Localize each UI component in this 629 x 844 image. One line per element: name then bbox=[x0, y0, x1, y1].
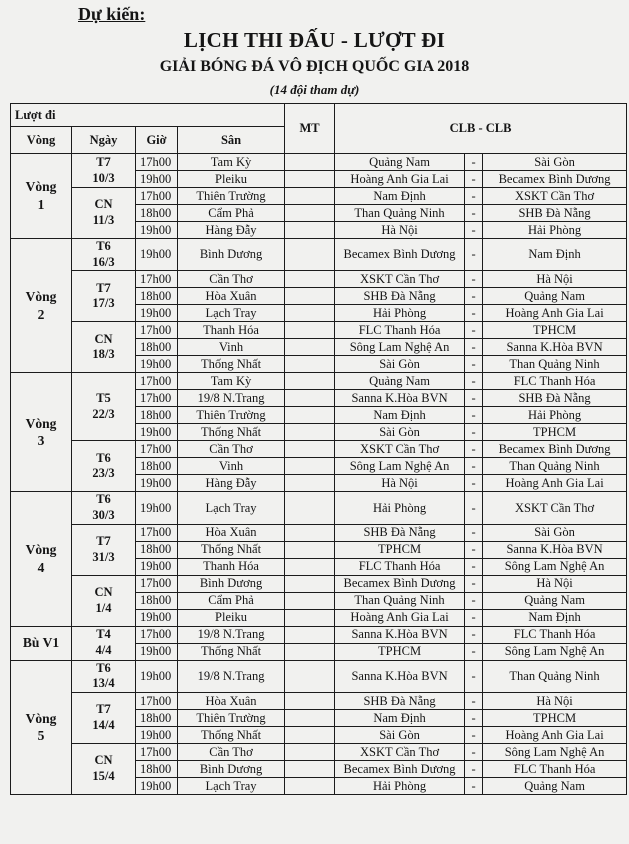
match-row bbox=[11, 373, 627, 390]
match-day bbox=[72, 626, 136, 660]
vs-separator: - bbox=[465, 592, 483, 609]
date: 1/4 bbox=[95, 600, 112, 615]
match-day bbox=[72, 239, 136, 271]
mt-cell bbox=[285, 305, 335, 322]
match-day bbox=[72, 575, 136, 626]
match-row bbox=[11, 188, 627, 205]
venue: Hòa Xuân bbox=[178, 288, 285, 305]
vs-separator: - bbox=[465, 171, 483, 188]
away-team: Sông Lam Nghệ An bbox=[483, 743, 627, 760]
vs-separator: - bbox=[465, 356, 483, 373]
kickoff-time: 19h00 bbox=[136, 726, 178, 743]
kickoff-time: 19h00 bbox=[136, 660, 178, 692]
mt-cell bbox=[285, 239, 335, 271]
vs-separator: - bbox=[465, 726, 483, 743]
kickoff-time: 18h00 bbox=[136, 407, 178, 424]
venue: Bình Dương bbox=[178, 575, 285, 592]
weekday: T7 bbox=[96, 533, 111, 548]
home-team: Hà Nội bbox=[335, 222, 465, 239]
mt-cell bbox=[285, 171, 335, 188]
mt-cell bbox=[285, 475, 335, 492]
vs-separator: - bbox=[465, 660, 483, 692]
venue: Lạch Tray bbox=[178, 305, 285, 322]
mt-cell bbox=[285, 154, 335, 171]
mt-header: MT bbox=[285, 104, 335, 154]
vs-separator: - bbox=[465, 441, 483, 458]
mt-cell bbox=[285, 407, 335, 424]
venue: Thống Nhất bbox=[178, 356, 285, 373]
time-header: Giờ bbox=[136, 127, 178, 154]
match-day bbox=[72, 692, 136, 743]
weekday: T6 bbox=[96, 660, 111, 675]
home-team: Quảng Nam bbox=[335, 154, 465, 171]
kickoff-time: 17h00 bbox=[136, 154, 178, 171]
team-count-note: (14 đội tham dự) bbox=[269, 82, 360, 97]
venue: Hòa Xuân bbox=[178, 692, 285, 709]
mt-cell bbox=[285, 726, 335, 743]
date: 14/4 bbox=[92, 717, 115, 732]
kickoff-time: 19h00 bbox=[136, 424, 178, 441]
venue: Tam Kỳ bbox=[178, 154, 285, 171]
venue: Lạch Tray bbox=[178, 492, 285, 524]
kickoff-time: 19h00 bbox=[136, 475, 178, 492]
mt-cell bbox=[285, 188, 335, 205]
kickoff-time: 18h00 bbox=[136, 339, 178, 356]
venue: Hàng Đẫy bbox=[178, 475, 285, 492]
date: 23/3 bbox=[92, 466, 115, 481]
mt-cell bbox=[285, 692, 335, 709]
kickoff-time: 18h00 bbox=[136, 760, 178, 777]
away-team: Becamex Bình Dương bbox=[483, 441, 627, 458]
date: 31/3 bbox=[92, 549, 115, 564]
date: 16/3 bbox=[92, 254, 115, 269]
venue: Thống Nhất bbox=[178, 643, 285, 660]
kickoff-time: 17h00 bbox=[136, 271, 178, 288]
mt-cell bbox=[285, 271, 335, 288]
mt-cell bbox=[285, 288, 335, 305]
kickoff-time: 17h00 bbox=[136, 390, 178, 407]
vs-separator: - bbox=[465, 558, 483, 575]
home-team: TPHCM bbox=[335, 541, 465, 558]
match-day bbox=[72, 322, 136, 373]
clubs-header: CLB - CLB bbox=[335, 104, 627, 154]
home-team: Becamex Bình Dương bbox=[335, 760, 465, 777]
kickoff-time: 18h00 bbox=[136, 458, 178, 475]
home-team: SHB Đà Nẵng bbox=[335, 524, 465, 541]
match-day bbox=[72, 271, 136, 322]
home-team: XSKT Cần Thơ bbox=[335, 271, 465, 288]
away-team: Sông Lam Nghệ An bbox=[483, 558, 627, 575]
venue: Tam Kỳ bbox=[178, 373, 285, 390]
kickoff-time: 19h00 bbox=[136, 305, 178, 322]
weekday: CN bbox=[94, 753, 113, 768]
vs-separator: - bbox=[465, 609, 483, 626]
home-team: Hoàng Anh Gia Lai bbox=[335, 171, 465, 188]
match-day bbox=[72, 492, 136, 524]
home-team: Than Quảng Ninh bbox=[335, 205, 465, 222]
kickoff-time: 18h00 bbox=[136, 592, 178, 609]
venue: Cần Thơ bbox=[178, 743, 285, 760]
home-team: XSKT Cần Thơ bbox=[335, 441, 465, 458]
date: 22/3 bbox=[92, 406, 115, 421]
date-header: Ngày bbox=[72, 127, 136, 154]
match-row bbox=[11, 575, 627, 592]
away-team: FLC Thanh Hóa bbox=[483, 760, 627, 777]
kickoff-time: 19h00 bbox=[136, 239, 178, 271]
match-row bbox=[11, 271, 627, 288]
kickoff-time: 19h00 bbox=[136, 222, 178, 239]
venue: Thiên Trường bbox=[178, 709, 285, 726]
home-team: Sài Gòn bbox=[335, 356, 465, 373]
away-team: Sông Lam Nghệ An bbox=[483, 643, 627, 660]
venue: Vinh bbox=[178, 339, 285, 356]
date: 18/3 bbox=[92, 347, 115, 362]
away-team: Hải Phòng bbox=[483, 222, 627, 239]
match-day bbox=[72, 660, 136, 692]
mt-cell bbox=[285, 390, 335, 407]
away-team: Hoàng Anh Gia Lai bbox=[483, 305, 627, 322]
vs-separator: - bbox=[465, 524, 483, 541]
kickoff-time: 17h00 bbox=[136, 188, 178, 205]
page-title: LỊCH THI ĐẤU - LƯỢT ĐI bbox=[183, 28, 446, 52]
vs-separator: - bbox=[465, 205, 483, 222]
mt-cell bbox=[285, 643, 335, 660]
home-team: Sanna K.Hòa BVN bbox=[335, 660, 465, 692]
kickoff-time: 19h00 bbox=[136, 609, 178, 626]
match-day bbox=[72, 743, 136, 794]
weekday: T7 bbox=[96, 154, 111, 169]
mt-cell bbox=[285, 558, 335, 575]
mt-cell bbox=[285, 777, 335, 794]
home-team: XSKT Cần Thơ bbox=[335, 743, 465, 760]
away-team: Quảng Nam bbox=[483, 592, 627, 609]
date: 10/3 bbox=[92, 170, 115, 185]
vs-separator: - bbox=[465, 239, 483, 271]
venue: Thanh Hóa bbox=[178, 322, 285, 339]
vs-separator: - bbox=[465, 626, 483, 643]
kickoff-time: 17h00 bbox=[136, 441, 178, 458]
weekday: T7 bbox=[96, 280, 111, 295]
venue: Bình Dương bbox=[178, 760, 285, 777]
date: 17/3 bbox=[92, 296, 115, 311]
page-subtitle: GIẢI BÓNG ĐÁ VÔ ĐỊCH QUỐC GIA 2018 bbox=[159, 58, 470, 75]
match-row bbox=[11, 154, 627, 171]
venue: Hàng Đẫy bbox=[178, 222, 285, 239]
round-label: Vòng 3 bbox=[11, 373, 72, 492]
away-team: Sanna K.Hòa BVN bbox=[483, 541, 627, 558]
mt-cell bbox=[285, 760, 335, 777]
home-team: TPHCM bbox=[335, 643, 465, 660]
away-team: TPHCM bbox=[483, 322, 627, 339]
draft-label: Dự kiến: bbox=[78, 4, 146, 24]
kickoff-time: 19h00 bbox=[136, 558, 178, 575]
away-team: SHB Đà Nẵng bbox=[483, 390, 627, 407]
match-day bbox=[72, 154, 136, 188]
home-team: Nam Định bbox=[335, 188, 465, 205]
kickoff-time: 18h00 bbox=[136, 541, 178, 558]
venue: 19/8 N.Trang bbox=[178, 390, 285, 407]
venue: Hòa Xuân bbox=[178, 524, 285, 541]
mt-cell bbox=[285, 609, 335, 626]
mt-cell bbox=[285, 356, 335, 373]
venue: Cẩm Phả bbox=[178, 205, 285, 222]
mt-cell bbox=[285, 709, 335, 726]
weekday: CN bbox=[94, 584, 113, 599]
mt-cell bbox=[285, 743, 335, 760]
away-team: Than Quảng Ninh bbox=[483, 458, 627, 475]
home-team: Hoàng Anh Gia Lai bbox=[335, 609, 465, 626]
date: 15/4 bbox=[92, 768, 115, 783]
kickoff-time: 19h00 bbox=[136, 643, 178, 660]
mt-cell bbox=[285, 575, 335, 592]
round-label: Vòng 4 bbox=[11, 492, 72, 626]
kickoff-time: 19h00 bbox=[136, 777, 178, 794]
match-row bbox=[11, 322, 627, 339]
vs-separator: - bbox=[465, 760, 483, 777]
mt-cell bbox=[285, 592, 335, 609]
vs-separator: - bbox=[465, 322, 483, 339]
away-team: TPHCM bbox=[483, 424, 627, 441]
vs-separator: - bbox=[465, 541, 483, 558]
kickoff-time: 17h00 bbox=[136, 626, 178, 643]
away-team: Becamex Bình Dương bbox=[483, 171, 627, 188]
venue: Thiên Trường bbox=[178, 188, 285, 205]
match-row bbox=[11, 626, 627, 643]
match-day bbox=[72, 524, 136, 575]
vs-separator: - bbox=[465, 692, 483, 709]
mt-cell bbox=[285, 626, 335, 643]
home-team: Sanna K.Hòa BVN bbox=[335, 390, 465, 407]
venue: 19/8 N.Trang bbox=[178, 660, 285, 692]
match-row bbox=[11, 692, 627, 709]
mt-cell bbox=[285, 441, 335, 458]
away-team: SHB Đà Nẵng bbox=[483, 205, 627, 222]
match-row bbox=[11, 743, 627, 760]
away-team: XSKT Cần Thơ bbox=[483, 188, 627, 205]
away-team: Quảng Nam bbox=[483, 777, 627, 794]
weekday: T4 bbox=[96, 627, 111, 642]
weekday: T7 bbox=[96, 702, 111, 717]
venue: Pleiku bbox=[178, 171, 285, 188]
mt-cell bbox=[285, 458, 335, 475]
home-team: Becamex Bình Dương bbox=[335, 239, 465, 271]
kickoff-time: 19h00 bbox=[136, 356, 178, 373]
venue-header: Sân bbox=[178, 127, 285, 154]
away-team: FLC Thanh Hóa bbox=[483, 373, 627, 390]
schedule-table bbox=[10, 103, 627, 795]
home-team: SHB Đà Nẵng bbox=[335, 288, 465, 305]
kickoff-time: 18h00 bbox=[136, 709, 178, 726]
vs-separator: - bbox=[465, 492, 483, 524]
weekday: T5 bbox=[96, 391, 111, 406]
vs-separator: - bbox=[465, 339, 483, 356]
round-label: Vòng 1 bbox=[11, 154, 72, 239]
vs-separator: - bbox=[465, 475, 483, 492]
venue: Thiên Trường bbox=[178, 407, 285, 424]
mt-cell bbox=[285, 373, 335, 390]
mt-cell bbox=[285, 424, 335, 441]
home-team: Hải Phòng bbox=[335, 777, 465, 794]
venue: 19/8 N.Trang bbox=[178, 626, 285, 643]
venue: Thanh Hóa bbox=[178, 558, 285, 575]
away-team: Nam Định bbox=[483, 609, 627, 626]
round-label: Vòng 5 bbox=[11, 660, 72, 794]
away-team: Sài Gòn bbox=[483, 154, 627, 171]
home-team: FLC Thanh Hóa bbox=[335, 322, 465, 339]
weekday: T6 bbox=[96, 492, 111, 507]
away-team: Than Quảng Ninh bbox=[483, 660, 627, 692]
vs-separator: - bbox=[465, 305, 483, 322]
match-day bbox=[72, 188, 136, 239]
home-team: Nam Định bbox=[335, 407, 465, 424]
venue: Bình Dương bbox=[178, 239, 285, 271]
home-team: Hải Phòng bbox=[335, 305, 465, 322]
header-row-top bbox=[11, 104, 627, 127]
home-team: Hà Nội bbox=[335, 475, 465, 492]
match-row bbox=[11, 492, 627, 524]
home-team: Than Quảng Ninh bbox=[335, 592, 465, 609]
match-row bbox=[11, 441, 627, 458]
vs-separator: - bbox=[465, 188, 483, 205]
kickoff-time: 17h00 bbox=[136, 373, 178, 390]
mt-cell bbox=[285, 660, 335, 692]
vs-separator: - bbox=[465, 390, 483, 407]
vs-separator: - bbox=[465, 222, 483, 239]
vs-separator: - bbox=[465, 288, 483, 305]
away-team: Hà Nội bbox=[483, 271, 627, 288]
away-team: Sanna K.Hòa BVN bbox=[483, 339, 627, 356]
date: 30/3 bbox=[92, 507, 115, 522]
home-team: Hải Phòng bbox=[335, 492, 465, 524]
away-team: Nam Định bbox=[483, 239, 627, 271]
vs-separator: - bbox=[465, 575, 483, 592]
venue: Thống Nhất bbox=[178, 541, 285, 558]
vs-separator: - bbox=[465, 643, 483, 660]
away-team: Hà Nội bbox=[483, 575, 627, 592]
vs-separator: - bbox=[465, 373, 483, 390]
kickoff-time: 17h00 bbox=[136, 743, 178, 760]
venue: Cần Thơ bbox=[178, 271, 285, 288]
venue: Lạch Tray bbox=[178, 777, 285, 794]
home-team: Sanna K.Hòa BVN bbox=[335, 626, 465, 643]
away-team: Hải Phòng bbox=[483, 407, 627, 424]
home-team: FLC Thanh Hóa bbox=[335, 558, 465, 575]
date: 13/4 bbox=[92, 676, 115, 691]
kickoff-time: 17h00 bbox=[136, 524, 178, 541]
away-team: TPHCM bbox=[483, 709, 627, 726]
mt-cell bbox=[285, 322, 335, 339]
away-team: Sài Gòn bbox=[483, 524, 627, 541]
away-team: FLC Thanh Hóa bbox=[483, 626, 627, 643]
mt-cell bbox=[285, 222, 335, 239]
kickoff-time: 17h00 bbox=[136, 692, 178, 709]
away-team: Hà Nội bbox=[483, 692, 627, 709]
vs-separator: - bbox=[465, 424, 483, 441]
home-team: Sài Gòn bbox=[335, 424, 465, 441]
mt-cell bbox=[285, 524, 335, 541]
home-team: Sông Lam Nghệ An bbox=[335, 458, 465, 475]
weekday: T6 bbox=[96, 239, 111, 253]
away-team: Quảng Nam bbox=[483, 288, 627, 305]
vs-separator: - bbox=[465, 743, 483, 760]
vs-separator: - bbox=[465, 271, 483, 288]
match-row bbox=[11, 660, 627, 692]
away-team: XSKT Cần Thơ bbox=[483, 492, 627, 524]
vs-separator: - bbox=[465, 458, 483, 475]
match-row bbox=[11, 239, 627, 271]
kickoff-time: 19h00 bbox=[136, 492, 178, 524]
home-team: Sông Lam Nghệ An bbox=[335, 339, 465, 356]
round-label: Vòng 2 bbox=[11, 239, 72, 373]
away-team: Hoàng Anh Gia Lai bbox=[483, 475, 627, 492]
kickoff-time: 17h00 bbox=[136, 575, 178, 592]
venue: Thống Nhất bbox=[178, 726, 285, 743]
match-day bbox=[72, 441, 136, 492]
venue: Thống Nhất bbox=[178, 424, 285, 441]
home-team: SHB Đà Nẵng bbox=[335, 692, 465, 709]
mt-cell bbox=[285, 339, 335, 356]
weekday: T6 bbox=[96, 450, 111, 465]
home-team: Quảng Nam bbox=[335, 373, 465, 390]
home-team: Nam Định bbox=[335, 709, 465, 726]
home-team: Becamex Bình Dương bbox=[335, 575, 465, 592]
away-team: Than Quảng Ninh bbox=[483, 356, 627, 373]
round-label: Bù V1 bbox=[11, 626, 72, 660]
kickoff-time: 18h00 bbox=[136, 205, 178, 222]
schedule-body bbox=[11, 154, 627, 795]
vs-separator: - bbox=[465, 407, 483, 424]
mt-cell bbox=[285, 492, 335, 524]
venue: Pleiku bbox=[178, 609, 285, 626]
home-team: Sài Gòn bbox=[335, 726, 465, 743]
match-day bbox=[72, 373, 136, 441]
mt-cell bbox=[285, 205, 335, 222]
venue: Cẩm Phả bbox=[178, 592, 285, 609]
vs-separator: - bbox=[465, 777, 483, 794]
kickoff-time: 17h00 bbox=[136, 322, 178, 339]
kickoff-time: 19h00 bbox=[136, 171, 178, 188]
date: 11/3 bbox=[92, 213, 115, 227]
venue: Cần Thơ bbox=[178, 441, 285, 458]
vs-separator: - bbox=[465, 709, 483, 726]
kickoff-time: 18h00 bbox=[136, 288, 178, 305]
round-header: Vòng bbox=[11, 127, 72, 154]
weekday: CN bbox=[94, 197, 113, 212]
date: 4/4 bbox=[95, 643, 112, 657]
weekday: CN bbox=[94, 331, 113, 346]
match-row bbox=[11, 524, 627, 541]
vs-separator: - bbox=[465, 154, 483, 171]
mt-cell bbox=[285, 541, 335, 558]
first-leg-header: Lượt đi bbox=[11, 104, 285, 127]
away-team: Hoàng Anh Gia Lai bbox=[483, 726, 627, 743]
venue: Vinh bbox=[178, 458, 285, 475]
